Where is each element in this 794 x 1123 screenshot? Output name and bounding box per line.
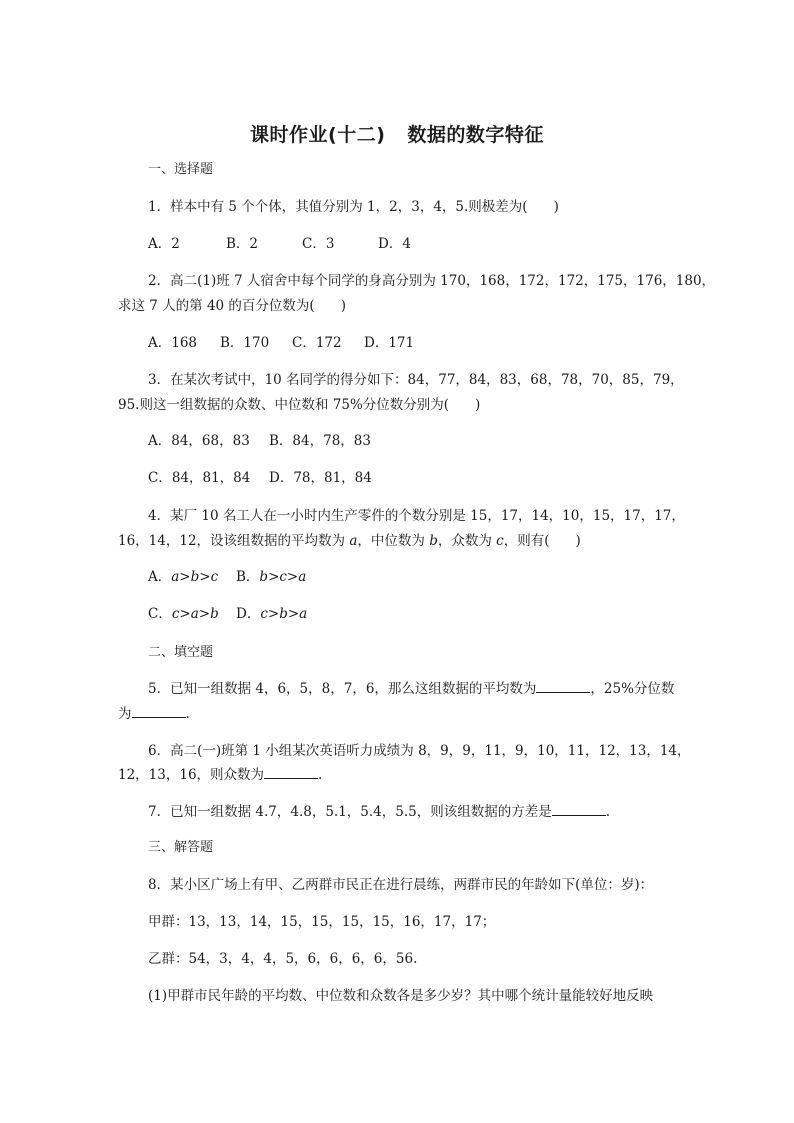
question-4-close-paren: ) <box>575 533 581 549</box>
question-2-line-2 <box>118 296 346 316</box>
q3-option-a: A．84，68，83 <box>148 433 250 449</box>
q2-option-b: B．170 <box>220 335 270 351</box>
question-8-group-a: 甲群：13，13，14，15，15，15，15，16，17，17； <box>148 914 496 930</box>
question-5-line-1 <box>148 679 674 699</box>
q6-text-b: . <box>318 767 323 783</box>
q5-answer-blank-1 <box>536 680 590 693</box>
question-8-line-1: 8．某小区广场上有甲、乙两群市民正在进行晨练，两群市民的年龄如下(单位：岁)： <box>148 877 654 893</box>
question-4-line-1: 4．某厂 10 名工人在一小时内生产零件的个数分别是 15，17，14，10，15，17，17， <box>148 508 685 524</box>
q4-option-d <box>236 604 307 624</box>
q4-option-a <box>148 567 236 587</box>
page-title <box>0 120 794 147</box>
question-3-options-row-2 <box>148 468 372 488</box>
q4-option-c-label: C． <box>148 606 172 622</box>
q4-text-b: ，中位数为 <box>357 533 430 549</box>
q4-option-d-label: D． <box>236 606 261 622</box>
q4-text-d: ，则有( <box>503 533 550 549</box>
question-1-text: 1．样本中有 5 个个体，其值分别为 1，2，3，4，5.则极差为( <box>148 199 528 215</box>
q5-text-b: ，25%分位数 <box>590 681 675 697</box>
q4-var-a: a <box>349 533 358 549</box>
question-6-line-1: 6．高二(一)班第 1 小组某次英语听力成绩为 8，9，9，11，9，10，11，12，13，14， <box>148 743 691 759</box>
q2-option-c: C．172 <box>292 335 342 351</box>
section-heading-fill: 二、填空题 <box>148 645 214 660</box>
q7-text-b: . <box>605 804 611 820</box>
q4-option-c-text: c>a>b <box>171 606 219 622</box>
question-8-group-b: 乙群：54，3，4，4，5，6，6，6，6，56. <box>148 951 418 967</box>
question-3-options-row-1 <box>148 431 371 451</box>
question-4-line-2 <box>118 531 581 551</box>
question-3-text: 95.则这一组数据的众数、中位数和 75%分位数分别为( <box>118 397 450 413</box>
q5-text-a: 5．已知一组数据 4，6，5，8，7，6，那么这组数据的平均数为 <box>148 681 537 697</box>
q3-option-d: D．78，81，84 <box>269 470 372 486</box>
question-1-stem <box>148 197 559 217</box>
q4-option-a-label: A． <box>148 569 172 585</box>
q4-option-c <box>148 604 236 624</box>
q4-option-a-text: a>b>c <box>171 569 219 585</box>
q1-option-c: C．3 <box>302 236 335 252</box>
question-8-part-1: (1)甲群市民年龄的平均数、中位数和众数各是多少岁？其中哪个统计量能较好地反映 <box>148 988 654 1004</box>
q3-option-c: C．84，81，84 <box>148 470 251 486</box>
question-2-line-1: 2．高二(1)班 7 人宿舍中每个同学的身高分别为 170，168，172，172，175，176，180， <box>148 273 716 289</box>
question-3-line-1: 3．在某次考试中，10 名同学的得分如下：84，77，84，83，68，78，70，85，79， <box>148 372 684 388</box>
q1-option-d: D．4 <box>378 236 411 252</box>
q5-text-c: 为 <box>118 706 132 722</box>
question-4-options-row-1 <box>148 567 306 587</box>
title-main: 课时作业(十二) <box>250 124 386 146</box>
q4-option-b <box>236 567 306 587</box>
title-sub: 数据的数字特征 <box>407 124 544 146</box>
q1-option-b: B．2 <box>226 236 259 252</box>
q4-option-d-text: c>b>a <box>260 606 308 622</box>
question-4-options-row-2 <box>148 604 307 624</box>
q7-answer-blank <box>552 803 606 816</box>
q6-answer-blank <box>264 766 318 779</box>
q3-option-b: B．84，78，83 <box>269 433 371 449</box>
section-heading-choice: 一、选择题 <box>148 162 214 177</box>
q4-text-c: ，众数为 <box>437 533 497 549</box>
question-3-line-2 <box>118 395 480 415</box>
q4-option-b-text: b>c>a <box>259 569 307 585</box>
q5-text-d: . <box>185 706 190 722</box>
question-2-text: 求这 7 人的第 40 的百分位数为( <box>118 298 315 314</box>
q2-option-d: D．171 <box>364 335 415 351</box>
question-2-options <box>148 333 414 353</box>
question-5-line-2 <box>118 704 190 724</box>
q4-var-b: b <box>429 533 438 549</box>
question-1-options <box>148 234 411 254</box>
q4-text-a: 16，14，12，设该组数据的平均数为 <box>118 533 350 549</box>
question-3-close-paren: ) <box>475 397 481 413</box>
q1-option-a: A．2 <box>148 236 180 252</box>
q4-var-c: c <box>496 533 504 549</box>
q6-text-a: 12，13，16，则众数为 <box>118 767 265 783</box>
section-heading-answer: 三、解答题 <box>148 840 214 855</box>
q5-answer-blank-2 <box>132 705 186 718</box>
question-7-line-1 <box>148 802 610 822</box>
question-2-close-paren: ) <box>340 298 346 314</box>
q7-text-a: 7．已知一组数据 4.7，4.8，5.1，5.4，5.5，则该组数据的方差是 <box>148 804 552 820</box>
q2-option-a: A．168 <box>148 335 198 351</box>
q4-option-b-label: B． <box>236 569 260 585</box>
question-1-close-paren: ) <box>553 199 559 215</box>
question-6-line-2 <box>118 765 322 785</box>
